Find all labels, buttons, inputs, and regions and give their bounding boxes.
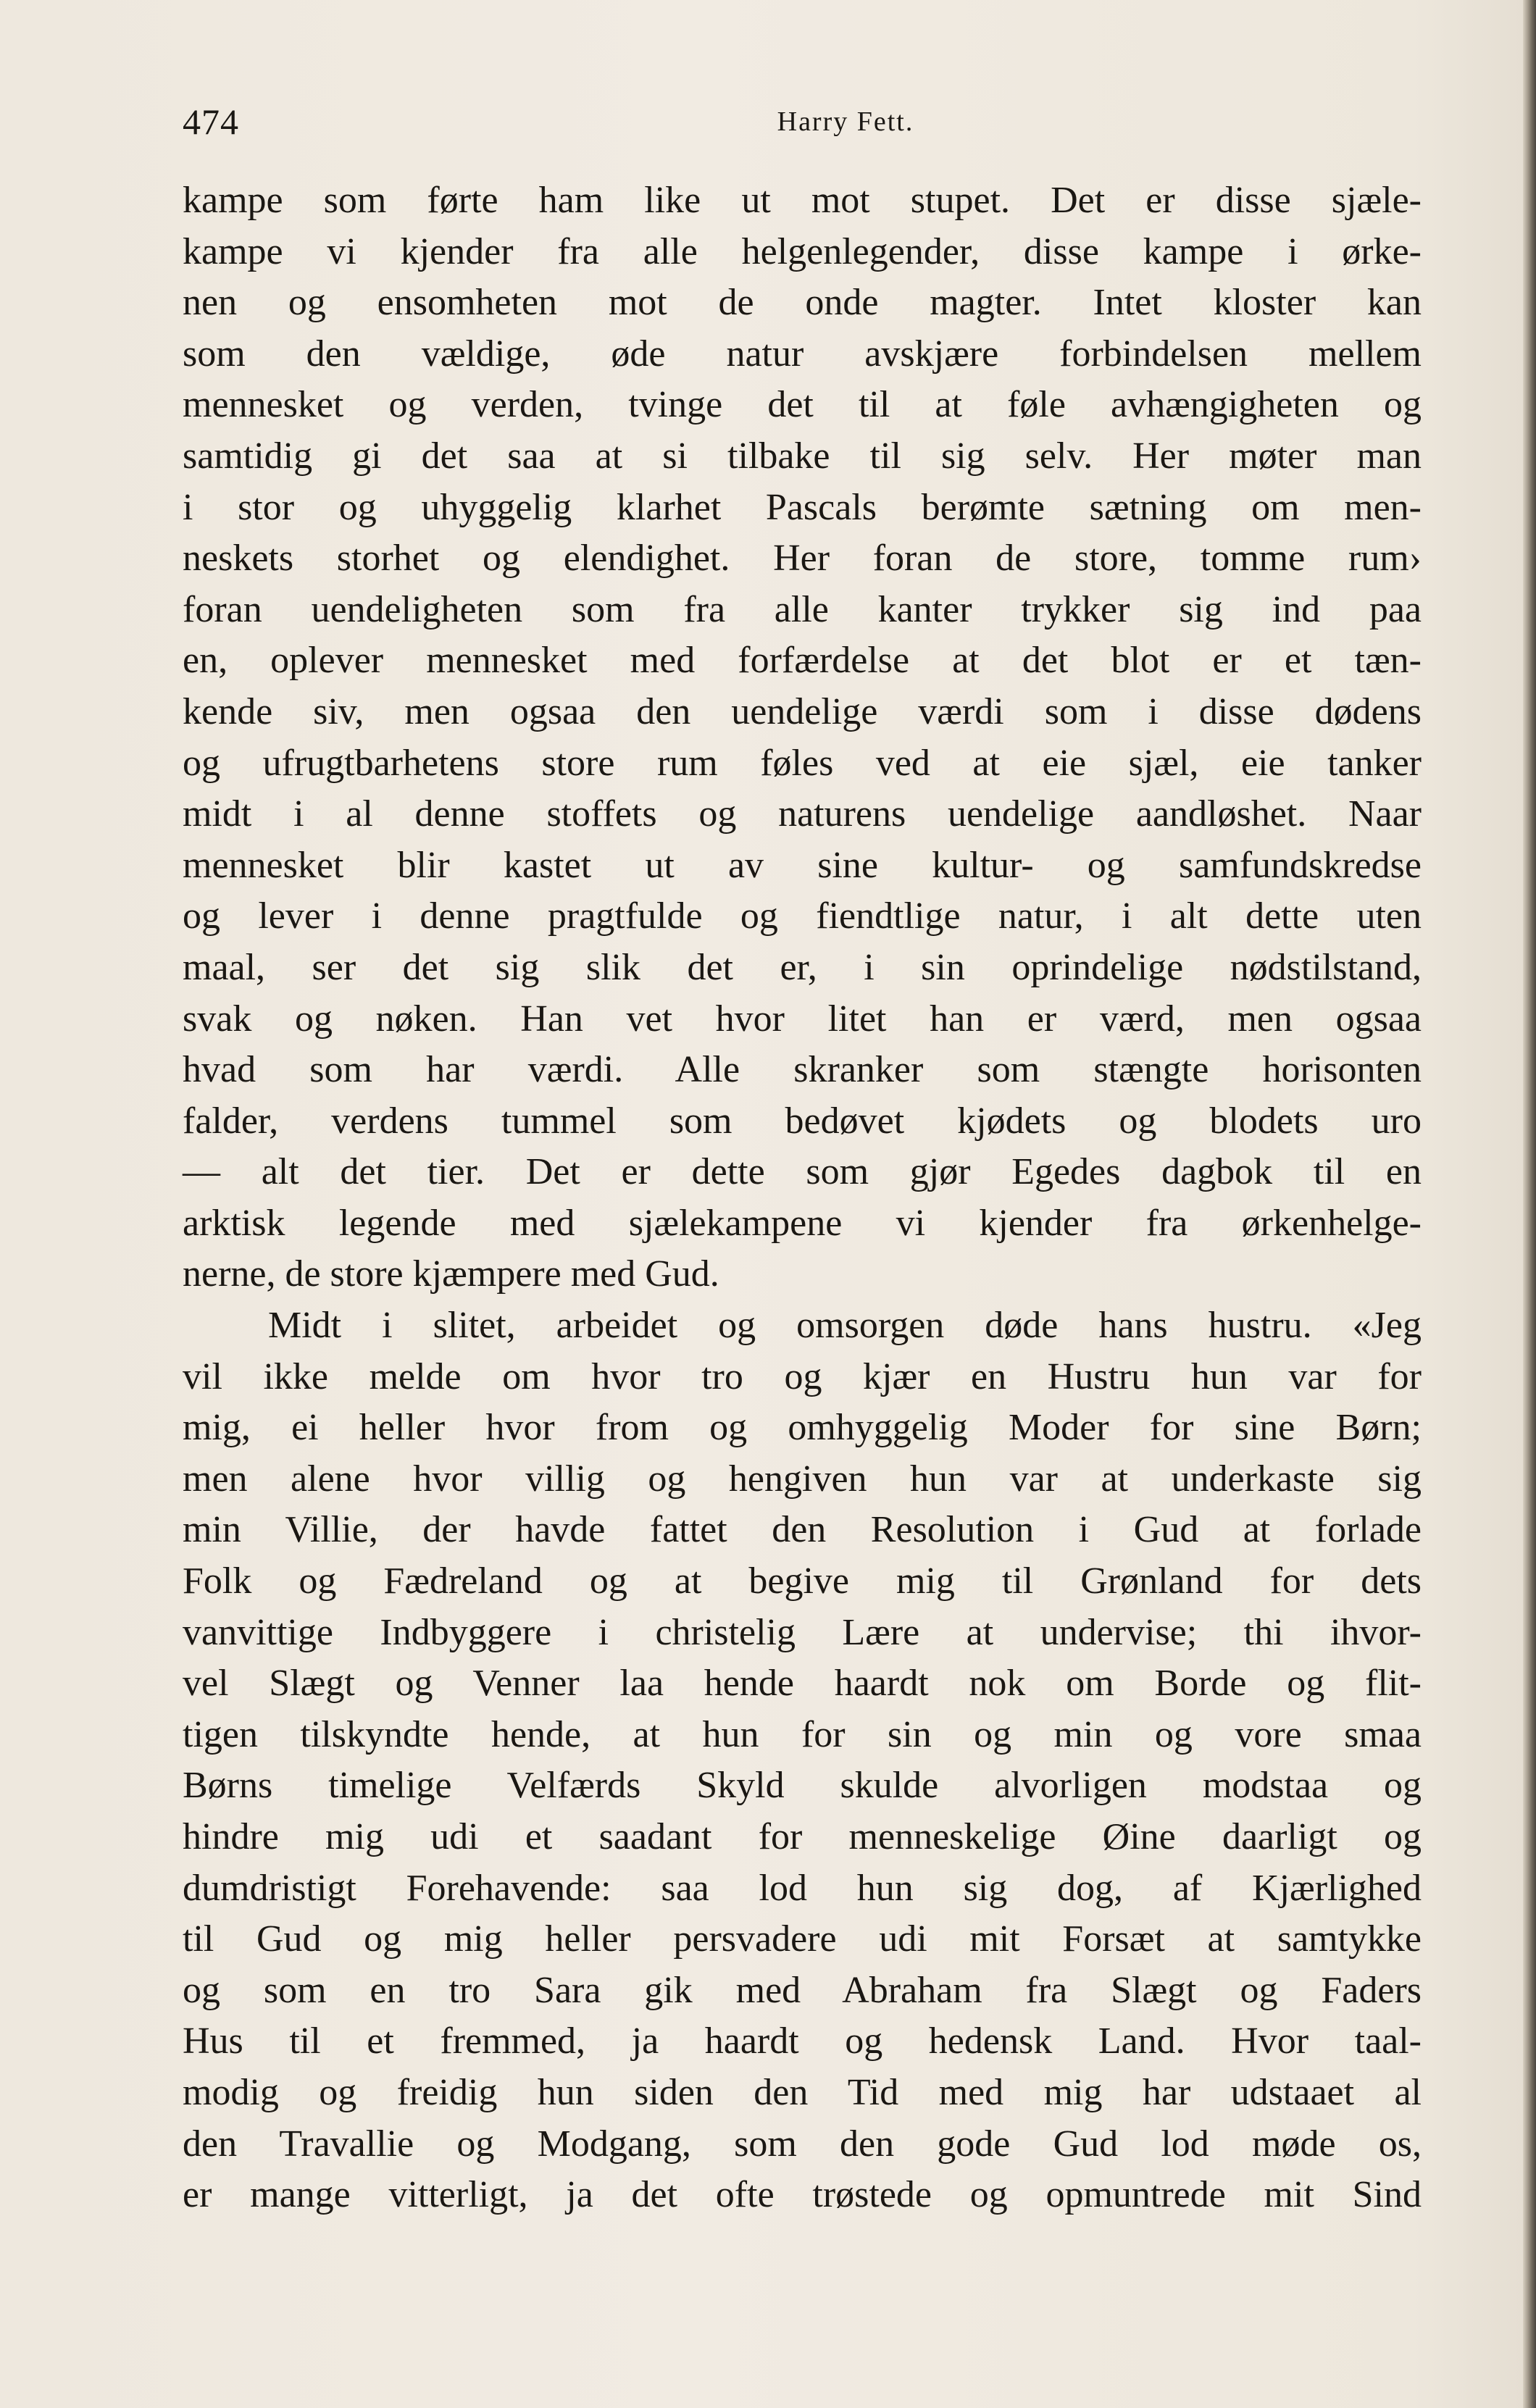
text-line: nen og ensomheten mot de onde magter. Intet kloster kan <box>183 282 1422 324</box>
text-line: hvad som har værdi. Alle skranker som stængte horisonten <box>183 1049 1422 1091</box>
text-line: den Travallie og Modgang, som den gode Gud lod møde os, <box>183 2123 1422 2165</box>
page-number: 474 <box>183 101 239 142</box>
text-line: min Villie, der havde fattet den Resolution i Gud at forlade <box>183 1509 1422 1551</box>
text-line: Børns timelige Velfærds Skyld skulde alvorligen modstaa og <box>183 1765 1422 1807</box>
text-line: men alene hvor villig og hengiven hun var at underkaste sig <box>183 1458 1422 1500</box>
text-line: som den vældige, øde natur avskjære forbindelsen mellem <box>183 333 1422 375</box>
text-line: kampe som førte ham like ut mot stupet. Det er disse sjæle- <box>183 180 1422 221</box>
text-line: Hus til et fremmed, ja haardt og hedensk Land. Hvor taal- <box>183 2020 1422 2062</box>
running-head: Harry Fett. <box>777 106 914 137</box>
page-header <box>183 93 1422 151</box>
text-line: svak og nøken. Han vet hvor litet han er værd, men ogsaa <box>183 998 1422 1040</box>
text-line: og ufrugtbarhetens store rum føles ved at eie sjæl, eie tanker <box>183 742 1422 784</box>
text-line: Folk og Fædreland og at begive mig til Grønland for dets <box>183 1560 1422 1602</box>
text-line: nerne, de store kjæmpere med Gud. <box>183 1253 719 1295</box>
text-line: dumdristigt Forehavende: saa lod hun sig dog, af Kjærlighed <box>183 1867 1422 1909</box>
text-line: og lever i denne pragtfulde og fiendtlige natur, i alt dette uten <box>183 895 1422 937</box>
text-line: mig, ei heller hvor from og omhyggelig Moder for sine Børn; <box>183 1407 1422 1449</box>
text-line: Midt i slitet, arbeidet og omsorgen døde hans hustru. «Jeg <box>268 1305 1422 1347</box>
paragraph-2 <box>183 1300 1422 2221</box>
text-line: i stor og uhyggelig klarhet Pascals berømte sætning om men- <box>183 486 1422 528</box>
text-line: vil ikke melde om hvor tro og kjær en Hustru hun var for <box>183 1355 1422 1397</box>
text-line: midt i al denne stoffets og naturens uendelige aandløshet. Naar <box>183 793 1422 835</box>
paragraph-1 <box>183 175 1422 1300</box>
text-line: neskets storhet og elendighet. Her foran de store, tomme rum› <box>183 538 1422 580</box>
text-line: arktisk legende med sjælekampene vi kjender fra ørkenhelge- <box>183 1202 1422 1244</box>
text-line: mennesket blir kastet ut av sine kultur- og samfundskredse <box>183 844 1422 886</box>
text-line: kampe vi kjender fra alle helgenlegender, disse kampe i ørke- <box>183 230 1422 272</box>
text-line: vel Slægt og Venner laa hende haardt nok om Borde og flit- <box>183 1663 1422 1705</box>
text-line: vanvittige Indbyggere i christelig Lære at undervise; thi ihvor- <box>183 1611 1422 1653</box>
text-line: — alt det tier. Det er dette som gjør Egedes dagbok til en <box>183 1151 1422 1193</box>
text-line: tigen tilskyndte hende, at hun for sin og min og vore smaa <box>183 1713 1422 1755</box>
page-edge-shadow <box>1523 0 1536 2408</box>
text-line: kende siv, men ogsaa den uendelige værdi som i disse dødens <box>183 690 1422 732</box>
body-text <box>183 175 1422 2221</box>
text-line: samtidig gi det saa at si tilbake til sig selv. Her møter man <box>183 435 1422 477</box>
text-line: en, oplever mennesket med forfærdelse at det blot er et tæn- <box>183 640 1422 682</box>
text-line: og som en tro Sara gik med Abraham fra Slægt og Faders <box>183 1969 1422 2011</box>
text-line: hindre mig udi et saadant for menneskelige Øine daarligt og <box>183 1816 1422 1857</box>
text-line: maal, ser det sig slik det er, i sin oprindelige nødstilstand, <box>183 946 1422 988</box>
text-line: falder, verdens tummel som bedøvet kjødets og blodets uro <box>183 1100 1422 1142</box>
text-line: mennesket og verden, tvinge det til at føle avhængigheten og <box>183 384 1422 426</box>
text-line: til Gud og mig heller persvadere udi mit Forsæt at samtykke <box>183 1918 1422 1960</box>
text-line: er mange vitterligt, ja det ofte trøstede og opmuntrede mit Sind <box>183 2174 1422 2216</box>
text-line: foran uendeligheten som fra alle kanter trykker sig ind paa <box>183 588 1422 630</box>
text-line: modig og freidig hun siden den Tid med mig har udstaaet al <box>183 2071 1422 2113</box>
